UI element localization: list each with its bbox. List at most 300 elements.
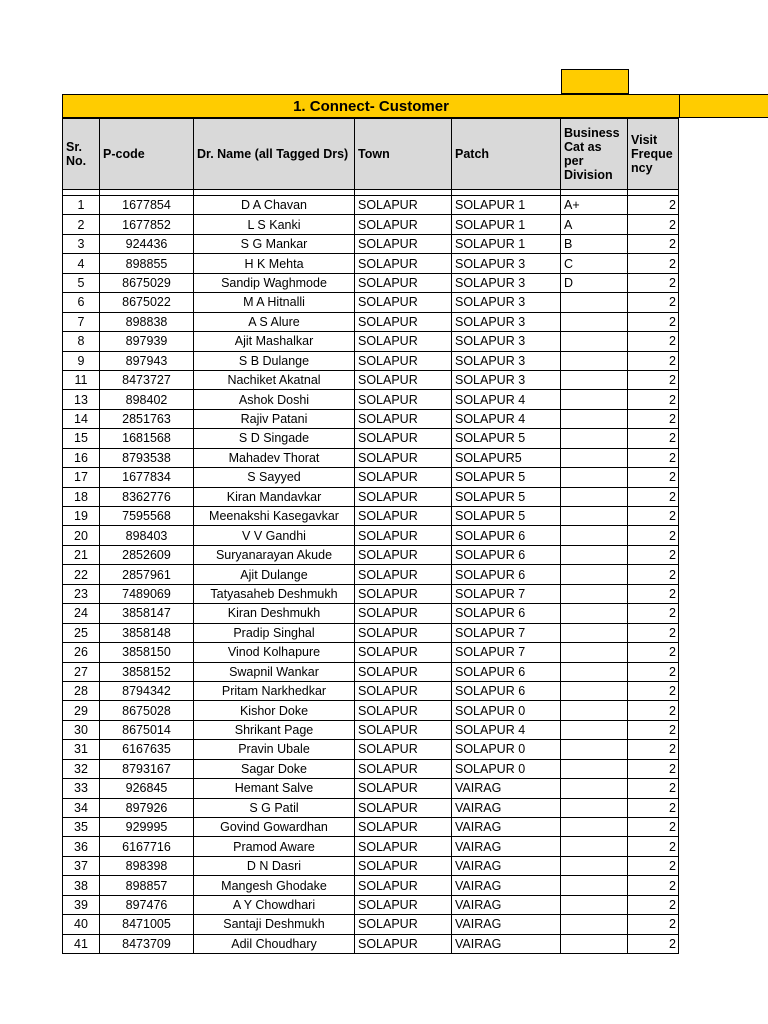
p-code-cell[interactable]: 2851763 — [100, 409, 194, 428]
p-code-cell[interactable]: 8675022 — [100, 293, 194, 312]
table-row — [63, 584, 679, 603]
patch-cell[interactable]: SOLAPUR 6 — [452, 604, 561, 623]
dr-name-cell[interactable]: Nachiket Akatnal — [194, 370, 355, 389]
dr-name-cell[interactable]: Pritam Narkhedkar — [194, 681, 355, 700]
business-cat-cell[interactable]: D — [561, 273, 628, 292]
visit-frequency-cell[interactable]: 2 — [628, 273, 679, 292]
sr-no-cell[interactable]: 39 — [63, 895, 100, 914]
visit-frequency-cell[interactable]: 2 — [628, 234, 679, 253]
town-cell[interactable]: SOLAPUR — [355, 895, 452, 914]
patch-cell[interactable]: SOLAPUR 1 — [452, 215, 561, 234]
dr-name-cell[interactable]: A Y Chowdhari — [194, 895, 355, 914]
business-cat-cell[interactable] — [561, 351, 628, 370]
business-cat-cell[interactable] — [561, 507, 628, 526]
town-cell[interactable]: SOLAPUR — [355, 196, 452, 215]
p-code-cell[interactable]: 8793167 — [100, 759, 194, 778]
visit-frequency-cell[interactable]: 2 — [628, 740, 679, 759]
p-code-cell[interactable]: 8471005 — [100, 915, 194, 934]
p-code-cell[interactable]: 8362776 — [100, 487, 194, 506]
table-row — [63, 332, 679, 351]
sr-no-cell[interactable]: 14 — [63, 409, 100, 428]
visit-frequency-cell[interactable]: 2 — [628, 837, 679, 856]
town-cell[interactable]: SOLAPUR — [355, 856, 452, 875]
visit-frequency-cell[interactable]: 2 — [628, 526, 679, 545]
p-code-cell[interactable]: 897926 — [100, 798, 194, 817]
visit-frequency-cell[interactable]: 2 — [628, 779, 679, 798]
business-cat-cell[interactable] — [561, 818, 628, 837]
town-cell[interactable]: SOLAPUR — [355, 468, 452, 487]
town-cell[interactable]: SOLAPUR — [355, 837, 452, 856]
dr-name-cell[interactable]: A S Alure — [194, 312, 355, 331]
business-cat-cell[interactable]: A+ — [561, 196, 628, 215]
patch-cell[interactable]: SOLAPUR 0 — [452, 740, 561, 759]
dr-name-cell[interactable]: S Sayyed — [194, 468, 355, 487]
header-sr-no[interactable]: Sr. No. — [63, 119, 100, 190]
dr-name-cell[interactable]: Swapnil Wankar — [194, 662, 355, 681]
sr-no-cell[interactable]: 27 — [63, 662, 100, 681]
town-cell[interactable]: SOLAPUR — [355, 934, 452, 953]
patch-cell[interactable]: SOLAPUR 6 — [452, 681, 561, 700]
sr-no-cell[interactable]: 28 — [63, 681, 100, 700]
sr-no-cell[interactable]: 20 — [63, 526, 100, 545]
business-cat-cell[interactable] — [561, 915, 628, 934]
patch-cell[interactable]: SOLAPUR 5 — [452, 468, 561, 487]
town-cell[interactable]: SOLAPUR — [355, 351, 452, 370]
header-business-cat[interactable]: Business Cat as per Division — [561, 119, 628, 190]
patch-cell[interactable]: SOLAPUR 1 — [452, 234, 561, 253]
dr-name-cell[interactable]: Rajiv Patani — [194, 409, 355, 428]
sr-no-cell[interactable]: 30 — [63, 720, 100, 739]
town-cell[interactable]: SOLAPUR — [355, 720, 452, 739]
patch-cell[interactable]: SOLAPUR 4 — [452, 390, 561, 409]
visit-frequency-cell[interactable]: 2 — [628, 545, 679, 564]
business-cat-cell[interactable] — [561, 584, 628, 603]
table-row — [63, 895, 679, 914]
patch-cell[interactable]: SOLAPUR 1 — [452, 196, 561, 215]
business-cat-cell[interactable] — [561, 779, 628, 798]
patch-cell[interactable]: SOLAPUR 6 — [452, 545, 561, 564]
visit-frequency-cell[interactable]: 2 — [628, 798, 679, 817]
sr-no-cell[interactable]: 5 — [63, 273, 100, 292]
business-cat-cell[interactable] — [561, 293, 628, 312]
sr-no-cell[interactable]: 3 — [63, 234, 100, 253]
sr-no-cell[interactable]: 17 — [63, 468, 100, 487]
p-code-cell[interactable]: 6167635 — [100, 740, 194, 759]
patch-cell[interactable]: VAIRAG — [452, 876, 561, 895]
table-row — [63, 390, 679, 409]
business-cat-cell[interactable] — [561, 643, 628, 662]
patch-cell[interactable]: VAIRAG — [452, 895, 561, 914]
visit-frequency-cell[interactable]: 2 — [628, 448, 679, 467]
patch-cell[interactable]: VAIRAG — [452, 856, 561, 875]
visit-frequency-cell[interactable]: 2 — [628, 312, 679, 331]
visit-frequency-cell[interactable]: 2 — [628, 468, 679, 487]
p-code-cell[interactable]: 8794342 — [100, 681, 194, 700]
p-code-cell[interactable]: 6167716 — [100, 837, 194, 856]
visit-frequency-cell[interactable]: 2 — [628, 818, 679, 837]
patch-cell[interactable]: SOLAPUR 7 — [452, 623, 561, 642]
business-cat-cell[interactable] — [561, 429, 628, 448]
table-row — [63, 720, 679, 739]
header-dr-name[interactable]: Dr. Name (all Tagged Drs) — [194, 119, 355, 190]
town-cell[interactable]: SOLAPUR — [355, 779, 452, 798]
dr-name-cell[interactable]: Tatyasaheb Deshmukh — [194, 584, 355, 603]
town-cell[interactable]: SOLAPUR — [355, 604, 452, 623]
visit-frequency-cell[interactable]: 2 — [628, 643, 679, 662]
table-row — [63, 837, 679, 856]
business-cat-cell[interactable] — [561, 681, 628, 700]
business-cat-cell[interactable] — [561, 856, 628, 875]
patch-cell[interactable]: SOLAPUR 3 — [452, 332, 561, 351]
table-row — [63, 370, 679, 389]
p-code-cell[interactable]: 898838 — [100, 312, 194, 331]
sr-no-cell[interactable]: 2 — [63, 215, 100, 234]
sr-no-cell[interactable]: 38 — [63, 876, 100, 895]
p-code-cell[interactable]: 3858147 — [100, 604, 194, 623]
sr-no-cell[interactable]: 19 — [63, 507, 100, 526]
town-cell[interactable]: SOLAPUR — [355, 370, 452, 389]
dr-name-cell[interactable]: Hemant Salve — [194, 779, 355, 798]
patch-cell[interactable]: SOLAPUR 3 — [452, 254, 561, 273]
p-code-cell[interactable]: 7489069 — [100, 584, 194, 603]
p-code-cell[interactable]: 8675028 — [100, 701, 194, 720]
patch-cell[interactable]: VAIRAG — [452, 779, 561, 798]
town-cell[interactable]: SOLAPUR — [355, 740, 452, 759]
patch-cell[interactable]: SOLAPUR 3 — [452, 370, 561, 389]
sr-no-cell[interactable]: 8 — [63, 332, 100, 351]
sr-no-cell[interactable]: 24 — [63, 604, 100, 623]
p-code-cell[interactable]: 8793538 — [100, 448, 194, 467]
dr-name-cell[interactable]: S D Singade — [194, 429, 355, 448]
patch-cell[interactable]: SOLAPUR 5 — [452, 507, 561, 526]
visit-frequency-cell[interactable]: 2 — [628, 565, 679, 584]
p-code-cell[interactable]: 897476 — [100, 895, 194, 914]
business-cat-cell[interactable] — [561, 312, 628, 331]
table-row — [63, 448, 679, 467]
patch-cell[interactable]: SOLAPUR5 — [452, 448, 561, 467]
p-code-cell[interactable]: 898855 — [100, 254, 194, 273]
dr-name-cell[interactable]: S B Dulange — [194, 351, 355, 370]
town-cell[interactable]: SOLAPUR — [355, 759, 452, 778]
business-cat-cell[interactable] — [561, 662, 628, 681]
table-row — [63, 643, 679, 662]
dr-name-cell[interactable]: H K Mehta — [194, 254, 355, 273]
patch-cell[interactable]: SOLAPUR 6 — [452, 526, 561, 545]
town-cell[interactable]: SOLAPUR — [355, 681, 452, 700]
header-p-code[interactable]: P-code — [100, 119, 194, 190]
business-cat-cell[interactable] — [561, 390, 628, 409]
patch-cell[interactable]: SOLAPUR 0 — [452, 701, 561, 720]
dr-name-cell[interactable]: Govind Gowardhan — [194, 818, 355, 837]
visit-frequency-cell[interactable]: 2 — [628, 895, 679, 914]
sr-no-cell[interactable]: 16 — [63, 448, 100, 467]
visit-frequency-cell[interactable]: 2 — [628, 934, 679, 953]
sheet-title: 1. Connect- Customer — [62, 94, 680, 118]
p-code-cell[interactable]: 929995 — [100, 818, 194, 837]
business-cat-cell[interactable] — [561, 876, 628, 895]
p-code-cell[interactable]: 924436 — [100, 234, 194, 253]
sr-no-cell[interactable]: 40 — [63, 915, 100, 934]
business-cat-cell[interactable] — [561, 740, 628, 759]
visit-frequency-cell[interactable]: 2 — [628, 293, 679, 312]
p-code-cell[interactable]: 926845 — [100, 779, 194, 798]
visit-frequency-cell[interactable]: 2 — [628, 196, 679, 215]
visit-frequency-cell[interactable]: 2 — [628, 487, 679, 506]
visit-frequency-cell[interactable]: 2 — [628, 623, 679, 642]
patch-cell[interactable]: SOLAPUR 5 — [452, 429, 561, 448]
dr-name-cell[interactable]: Pravin Ubale — [194, 740, 355, 759]
p-code-cell[interactable]: 8473727 — [100, 370, 194, 389]
dr-name-cell[interactable]: S G Mankar — [194, 234, 355, 253]
table-row — [63, 662, 679, 681]
sr-no-cell[interactable]: 6 — [63, 293, 100, 312]
visit-frequency-cell[interactable]: 2 — [628, 662, 679, 681]
p-code-cell[interactable]: 8473709 — [100, 934, 194, 953]
p-code-cell[interactable]: 1681568 — [100, 429, 194, 448]
table-row — [63, 273, 679, 292]
dr-name-cell[interactable]: M A Hitnalli — [194, 293, 355, 312]
patch-cell[interactable]: SOLAPUR 0 — [452, 759, 561, 778]
sr-no-cell[interactable]: 35 — [63, 818, 100, 837]
dr-name-cell[interactable]: Mahadev Thorat — [194, 448, 355, 467]
patch-cell[interactable]: SOLAPUR 3 — [452, 293, 561, 312]
dr-name-cell[interactable]: Ajit Dulange — [194, 565, 355, 584]
dr-name-cell[interactable]: Mangesh Ghodake — [194, 876, 355, 895]
business-cat-cell[interactable] — [561, 448, 628, 467]
town-cell[interactable]: SOLAPUR — [355, 643, 452, 662]
patch-cell[interactable]: SOLAPUR 3 — [452, 312, 561, 331]
town-cell[interactable]: SOLAPUR — [355, 273, 452, 292]
business-cat-cell[interactable] — [561, 370, 628, 389]
visit-frequency-cell[interactable]: 2 — [628, 759, 679, 778]
town-cell[interactable]: SOLAPUR — [355, 409, 452, 428]
business-cat-cell[interactable] — [561, 895, 628, 914]
sr-no-cell[interactable]: 31 — [63, 740, 100, 759]
dr-name-cell[interactable]: Pramod Aware — [194, 837, 355, 856]
town-cell[interactable]: SOLAPUR — [355, 545, 452, 564]
town-cell[interactable]: SOLAPUR — [355, 876, 452, 895]
town-cell[interactable]: SOLAPUR — [355, 487, 452, 506]
dr-name-cell[interactable]: Ajit Mashalkar — [194, 332, 355, 351]
town-cell[interactable]: SOLAPUR — [355, 818, 452, 837]
town-cell[interactable]: SOLAPUR — [355, 662, 452, 681]
header-town[interactable]: Town — [355, 119, 452, 190]
sr-no-cell[interactable]: 32 — [63, 759, 100, 778]
sr-no-cell[interactable]: 9 — [63, 351, 100, 370]
town-cell[interactable]: SOLAPUR — [355, 254, 452, 273]
sr-no-cell[interactable]: 36 — [63, 837, 100, 856]
sr-no-cell[interactable]: 29 — [63, 701, 100, 720]
dr-name-cell[interactable]: Meenakshi Kasegavkar — [194, 507, 355, 526]
business-cat-cell[interactable] — [561, 623, 628, 642]
header-visit-frequency[interactable]: Visit Freque ncy — [628, 119, 679, 190]
dr-name-cell[interactable]: Sandip Waghmode — [194, 273, 355, 292]
business-cat-cell[interactable] — [561, 487, 628, 506]
sr-no-cell[interactable]: 13 — [63, 390, 100, 409]
p-code-cell[interactable]: 8675029 — [100, 273, 194, 292]
dr-name-cell[interactable]: Suryanarayan Akude — [194, 545, 355, 564]
visit-frequency-cell[interactable]: 2 — [628, 701, 679, 720]
town-cell[interactable]: SOLAPUR — [355, 565, 452, 584]
table-row — [63, 934, 679, 953]
town-cell[interactable]: SOLAPUR — [355, 526, 452, 545]
sr-no-cell[interactable]: 34 — [63, 798, 100, 817]
patch-cell[interactable]: SOLAPUR 6 — [452, 565, 561, 584]
visit-frequency-cell[interactable]: 2 — [628, 584, 679, 603]
patch-cell[interactable]: SOLAPUR 3 — [452, 273, 561, 292]
visit-frequency-cell[interactable]: 2 — [628, 332, 679, 351]
p-code-cell[interactable]: 1677854 — [100, 196, 194, 215]
business-cat-cell[interactable] — [561, 332, 628, 351]
visit-frequency-cell[interactable]: 2 — [628, 507, 679, 526]
patch-cell[interactable]: SOLAPUR 3 — [452, 351, 561, 370]
patch-cell[interactable]: SOLAPUR 7 — [452, 584, 561, 603]
town-cell[interactable]: SOLAPUR — [355, 507, 452, 526]
town-cell[interactable]: SOLAPUR — [355, 915, 452, 934]
visit-frequency-cell[interactable]: 2 — [628, 876, 679, 895]
business-cat-cell[interactable] — [561, 837, 628, 856]
town-cell[interactable]: SOLAPUR — [355, 448, 452, 467]
sr-no-cell[interactable]: 22 — [63, 565, 100, 584]
business-cat-cell[interactable] — [561, 604, 628, 623]
sr-no-cell[interactable]: 25 — [63, 623, 100, 642]
business-cat-cell[interactable]: A — [561, 215, 628, 234]
visit-frequency-cell[interactable]: 2 — [628, 254, 679, 273]
p-code-cell[interactable]: 1677852 — [100, 215, 194, 234]
table-row — [63, 701, 679, 720]
visit-frequency-cell[interactable]: 2 — [628, 720, 679, 739]
visit-frequency-cell[interactable]: 2 — [628, 370, 679, 389]
sr-no-cell[interactable]: 37 — [63, 856, 100, 875]
p-code-cell[interactable]: 898403 — [100, 526, 194, 545]
business-cat-cell[interactable] — [561, 798, 628, 817]
sr-no-cell[interactable]: 18 — [63, 487, 100, 506]
dr-name-cell[interactable]: Kiran Mandavkar — [194, 487, 355, 506]
p-code-cell[interactable]: 3858148 — [100, 623, 194, 642]
business-cat-cell[interactable]: C — [561, 254, 628, 273]
visit-frequency-cell[interactable]: 2 — [628, 604, 679, 623]
p-code-cell[interactable]: 898857 — [100, 876, 194, 895]
business-cat-cell[interactable]: B — [561, 234, 628, 253]
patch-cell[interactable]: VAIRAG — [452, 837, 561, 856]
patch-cell[interactable]: VAIRAG — [452, 934, 561, 953]
visit-frequency-cell[interactable]: 2 — [628, 390, 679, 409]
patch-cell[interactable]: SOLAPUR 4 — [452, 720, 561, 739]
dr-name-cell[interactable]: L S Kanki — [194, 215, 355, 234]
visit-frequency-cell[interactable]: 2 — [628, 681, 679, 700]
dr-name-cell[interactable]: V V Gandhi — [194, 526, 355, 545]
business-cat-cell[interactable] — [561, 934, 628, 953]
visit-frequency-cell[interactable]: 2 — [628, 409, 679, 428]
visit-frequency-cell[interactable]: 2 — [628, 856, 679, 875]
town-cell[interactable]: SOLAPUR — [355, 623, 452, 642]
town-cell[interactable]: SOLAPUR — [355, 215, 452, 234]
sr-no-cell[interactable]: 15 — [63, 429, 100, 448]
p-code-cell[interactable]: 8675014 — [100, 720, 194, 739]
town-cell[interactable]: SOLAPUR — [355, 429, 452, 448]
business-cat-cell[interactable] — [561, 759, 628, 778]
patch-cell[interactable]: SOLAPUR 6 — [452, 662, 561, 681]
visit-frequency-cell[interactable]: 2 — [628, 915, 679, 934]
visit-frequency-cell[interactable]: 2 — [628, 351, 679, 370]
dr-name-cell[interactable]: D N Dasri — [194, 856, 355, 875]
town-cell[interactable]: SOLAPUR — [355, 293, 452, 312]
visit-frequency-cell[interactable]: 2 — [628, 429, 679, 448]
dr-name-cell[interactable]: Kiran Deshmukh — [194, 604, 355, 623]
dr-name-cell[interactable]: Ashok Doshi — [194, 390, 355, 409]
dr-name-cell[interactable]: Kishor Doke — [194, 701, 355, 720]
p-code-cell[interactable]: 898398 — [100, 856, 194, 875]
business-cat-cell[interactable] — [561, 526, 628, 545]
p-code-cell[interactable]: 1677834 — [100, 468, 194, 487]
town-cell[interactable]: SOLAPUR — [355, 312, 452, 331]
table-row — [63, 234, 679, 253]
dr-name-cell[interactable]: Vinod Kolhapure — [194, 643, 355, 662]
dr-name-cell[interactable]: S G Patil — [194, 798, 355, 817]
town-cell[interactable]: SOLAPUR — [355, 234, 452, 253]
dr-name-cell[interactable]: Adil Choudhary — [194, 934, 355, 953]
sr-no-cell[interactable]: 11 — [63, 370, 100, 389]
p-code-cell[interactable]: 2857961 — [100, 565, 194, 584]
table-row — [63, 351, 679, 370]
business-cat-cell[interactable] — [561, 545, 628, 564]
patch-cell[interactable]: VAIRAG — [452, 818, 561, 837]
dr-name-cell[interactable]: Sagar Doke — [194, 759, 355, 778]
p-code-cell[interactable]: 3858152 — [100, 662, 194, 681]
table-row — [63, 487, 679, 506]
business-cat-cell[interactable] — [561, 409, 628, 428]
town-cell[interactable]: SOLAPUR — [355, 332, 452, 351]
sr-no-cell[interactable]: 33 — [63, 779, 100, 798]
table-row — [63, 409, 679, 428]
p-code-cell[interactable]: 3858150 — [100, 643, 194, 662]
p-code-cell[interactable]: 2852609 — [100, 545, 194, 564]
table-row — [63, 429, 679, 448]
sr-no-cell[interactable]: 7 — [63, 312, 100, 331]
business-cat-cell[interactable] — [561, 720, 628, 739]
dr-name-cell[interactable]: Pradip Singhal — [194, 623, 355, 642]
visit-frequency-cell[interactable]: 2 — [628, 215, 679, 234]
patch-cell[interactable]: SOLAPUR 4 — [452, 409, 561, 428]
town-cell[interactable]: SOLAPUR — [355, 798, 452, 817]
town-cell[interactable]: SOLAPUR — [355, 584, 452, 603]
sr-no-cell[interactable]: 26 — [63, 643, 100, 662]
sr-no-cell[interactable]: 1 — [63, 196, 100, 215]
p-code-cell[interactable]: 897939 — [100, 332, 194, 351]
dr-name-cell[interactable]: Shrikant Page — [194, 720, 355, 739]
business-cat-cell[interactable] — [561, 701, 628, 720]
patch-cell[interactable]: SOLAPUR 5 — [452, 487, 561, 506]
sr-no-cell[interactable]: 41 — [63, 934, 100, 953]
business-cat-cell[interactable] — [561, 565, 628, 584]
header-patch[interactable]: Patch — [452, 119, 561, 190]
dr-name-cell[interactable]: D A Chavan — [194, 196, 355, 215]
p-code-cell[interactable]: 897943 — [100, 351, 194, 370]
town-cell[interactable]: SOLAPUR — [355, 390, 452, 409]
patch-cell[interactable]: SOLAPUR 7 — [452, 643, 561, 662]
p-code-cell[interactable]: 7595568 — [100, 507, 194, 526]
sr-no-cell[interactable]: 4 — [63, 254, 100, 273]
sr-no-cell[interactable]: 23 — [63, 584, 100, 603]
patch-cell[interactable]: VAIRAG — [452, 915, 561, 934]
town-cell[interactable]: SOLAPUR — [355, 701, 452, 720]
business-cat-cell[interactable] — [561, 468, 628, 487]
sr-no-cell[interactable]: 21 — [63, 545, 100, 564]
p-code-cell[interactable]: 898402 — [100, 390, 194, 409]
patch-cell[interactable]: VAIRAG — [452, 798, 561, 817]
dr-name-cell[interactable]: Santaji Deshmukh — [194, 915, 355, 934]
table-row — [63, 856, 679, 875]
